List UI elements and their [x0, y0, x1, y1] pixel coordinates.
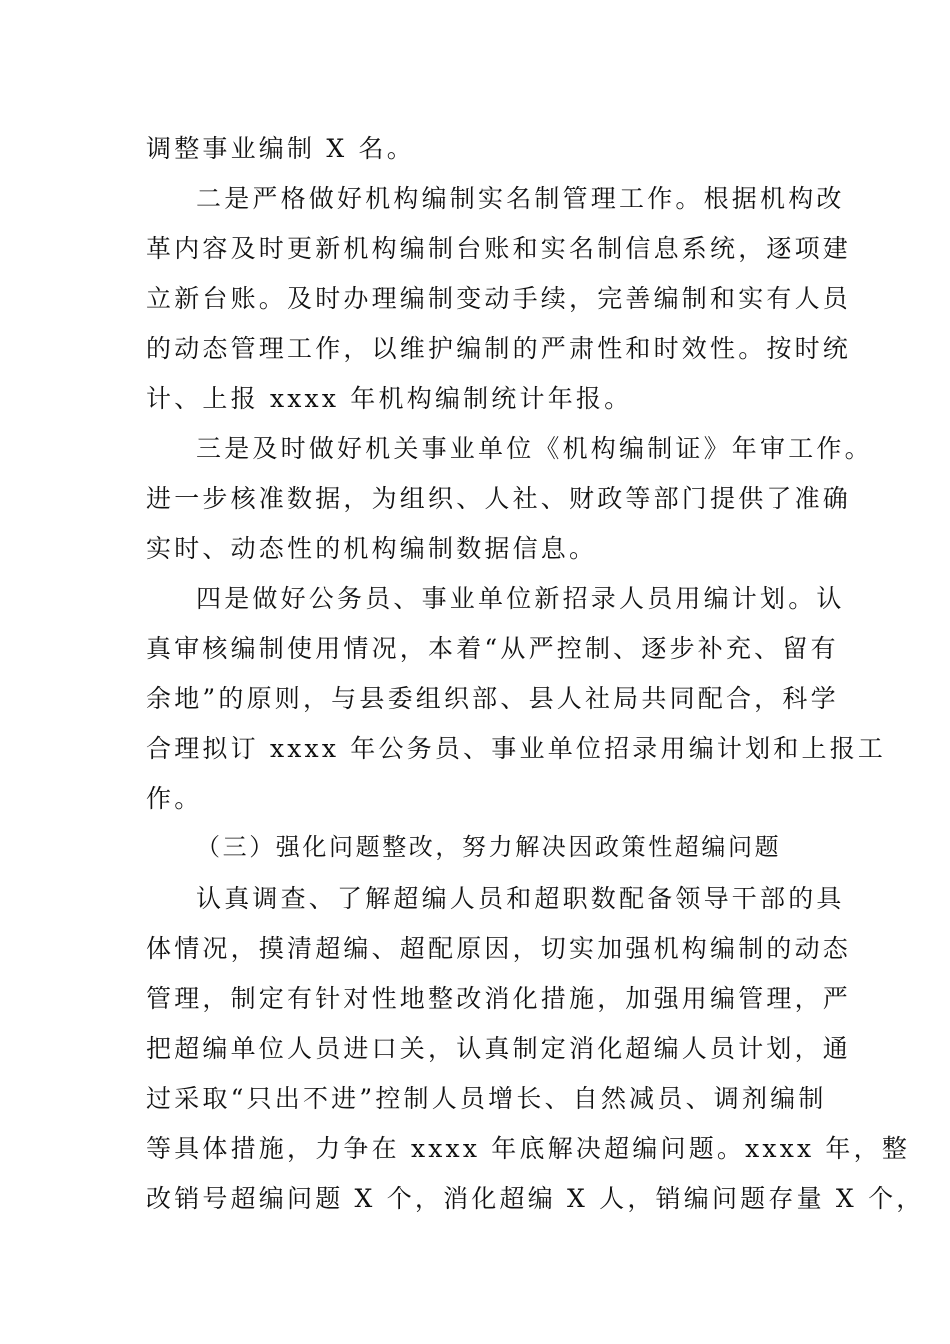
paragraph-first-line: 认真调查、了解超编人员和超职数配备领导干部的具 [196, 884, 845, 913]
text-line: 立新台账。及时办理编制变动手续，完善编制和实有人员 [146, 284, 852, 313]
text-line: 计、上报 xxxx 年机构编制统计年报。 [146, 384, 633, 413]
section-heading: （三）强化问题整改，努力解决因政策性超编问题 [196, 833, 782, 861]
paragraph-first-line: 二是严格做好机构编制实名制管理工作。根据机构改 [196, 184, 845, 213]
paragraph-first-line: 四是做好公务员、事业单位新招录人员用编计划。认 [196, 584, 845, 613]
text-line: 改销号超编问题 X 个，消化超编 X 人，销编问题存量 X 个， [146, 1184, 925, 1213]
text-line: 把超编单位人员进口关，认真制定消化超编人员计划，通 [146, 1034, 852, 1063]
text-line: 进一步核准数据，为组织、人社、财政等部门提供了准确 [146, 484, 852, 513]
text-line: 余地”的原则，与县委组织部、县人社局共同配合，科学 [146, 684, 839, 713]
text-line: 革内容及时更新机构编制台账和实名制信息系统，逐项建 [146, 234, 852, 263]
text-line: 的动态管理工作，以维护编制的严肃性和时效性。按时统 [146, 334, 852, 363]
paragraph-first-line: 三是及时做好机关事业单位《机构编制证》年审工作。 [196, 434, 873, 463]
text-line: 合理拟订 xxxx 年公务员、事业单位招录用编计划和上报工 [146, 734, 887, 763]
text-line: 过采取“只出不进”控制人员增长、自然减员、调剂编制 [146, 1084, 827, 1113]
text-line: 调整事业编制 X 名。 [146, 134, 415, 163]
text-line: 管理，制定有针对性地整改消化措施，加强用编管理，严 [146, 984, 852, 1013]
text-line: 体情况，摸清超编、超配原因，切实加强机构编制的动态 [146, 934, 852, 963]
text-line: 等具体措施，力争在 xxxx 年底解决超编问题。xxxx 年，整 [146, 1134, 911, 1163]
text-line: 作。 [146, 784, 203, 813]
text-line: 真审核编制使用情况，本着“从严控制、逐步补充、留有 [146, 634, 839, 663]
text-line: 实时、动态性的机构编制数据信息。 [146, 534, 598, 563]
